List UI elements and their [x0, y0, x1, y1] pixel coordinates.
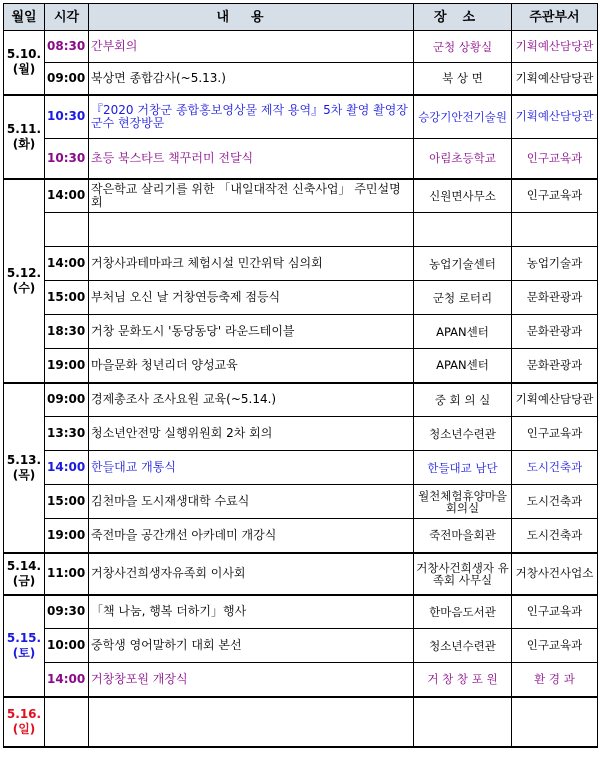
dept-cell: 문화관광과	[512, 315, 598, 349]
header-content: 내용	[89, 4, 414, 31]
schedule-row	[4, 553, 598, 595]
content-cell: 거창사건희생자유족회 이사회	[89, 553, 414, 595]
weekday-label: (토)	[12, 645, 36, 660]
dept-cell: 문화관광과	[512, 281, 598, 315]
dept-cell	[512, 697, 598, 747]
schedule-row	[4, 629, 598, 663]
content-cell: 『2020 거창군 종합홍보영상물 제작 용역』5차 촬영 촬영장 군수 현장방문	[89, 95, 414, 139]
schedule-row	[4, 519, 598, 553]
dept-cell: 기획예산담당관	[512, 383, 598, 417]
weekday-label: (일)	[12, 721, 36, 736]
place-cell: 거 창 창 포 원	[414, 663, 512, 697]
content-cell: 초등 북스타트 책꾸러미 전달식	[89, 139, 414, 179]
weekday-label: (월)	[12, 62, 36, 77]
place-cell: 군청 상황실	[414, 31, 512, 63]
place-cell: 한마음도서관	[414, 595, 512, 629]
date-cell	[4, 595, 45, 697]
schedule-document	[3, 3, 597, 776]
schedule-row	[4, 595, 598, 629]
place-cell: 북 상 면	[414, 63, 512, 95]
content-cell: 「책 나눔, 행복 더하기」행사	[89, 595, 414, 629]
dept-cell	[512, 213, 598, 247]
time-cell: 08:30	[45, 31, 89, 63]
content-cell	[89, 213, 414, 247]
content-cell: 죽전마을 공간개선 아카데미 개강식	[89, 519, 414, 553]
content-cell: 청소년안전망 실행위원회 2차 회의	[89, 417, 414, 451]
time-cell: 09:30	[45, 595, 89, 629]
time-cell: 14:00	[45, 247, 89, 281]
content-cell: 마을문화 청년리더 양성교육	[89, 349, 414, 383]
date-label: 5.15.	[6, 630, 42, 645]
dept-cell: 인구교육과	[512, 629, 598, 663]
date-label: 5.13.	[6, 452, 42, 467]
dept-cell: 기획예산담당관	[512, 31, 598, 63]
schedule-row	[4, 383, 598, 417]
schedule-row	[4, 417, 598, 451]
time-cell: 14:00	[45, 451, 89, 485]
time-cell: 13:30	[45, 417, 89, 451]
content-cell: 거창 문화도시 '동당동당' 라운드테이블	[89, 315, 414, 349]
place-cell: 청소년수련관	[414, 417, 512, 451]
schedule-row	[4, 63, 598, 95]
time-cell: 10:00	[45, 629, 89, 663]
time-cell: 10:30	[45, 139, 89, 179]
date-cell	[4, 179, 45, 383]
time-cell: 15:00	[45, 281, 89, 315]
dept-cell: 문화관광과	[512, 349, 598, 383]
time-cell: 09:00	[45, 383, 89, 417]
time-cell: 09:00	[45, 63, 89, 95]
time-cell: 10:30	[45, 95, 89, 139]
content-cell: 중학생 영어말하기 대회 본선	[89, 629, 414, 663]
place-cell: 월천체험휴양마을 회의실	[414, 485, 512, 519]
place-cell: 중 회 의 실	[414, 383, 512, 417]
time-cell: 15:00	[45, 485, 89, 519]
place-cell: 농업기술센터	[414, 247, 512, 281]
header-row	[4, 4, 598, 31]
schedule-row	[4, 139, 598, 179]
date-label: 5.10.	[6, 47, 42, 62]
dept-cell: 농업기술과	[512, 247, 598, 281]
time-cell	[45, 697, 89, 747]
schedule-row	[4, 95, 598, 139]
header-dept: 주관부서	[512, 4, 598, 31]
time-cell: 19:00	[45, 349, 89, 383]
place-cell: 거창사건희생자 유족회 사무실	[414, 553, 512, 595]
schedule-row	[4, 315, 598, 349]
schedule-row	[4, 485, 598, 519]
schedule-row	[4, 451, 598, 485]
place-cell: APAN센터	[414, 315, 512, 349]
dept-cell: 도시건축과	[512, 519, 598, 553]
schedule-row	[4, 663, 598, 697]
time-cell: 19:00	[45, 519, 89, 553]
date-cell	[4, 553, 45, 595]
place-cell	[414, 697, 512, 747]
time-cell: 11:00	[45, 553, 89, 595]
weekday-label: (화)	[12, 136, 36, 151]
dept-cell: 인구교육과	[512, 139, 598, 179]
place-cell: APAN센터	[414, 349, 512, 383]
place-cell: 한들대교 남단	[414, 451, 512, 485]
schedule-row	[4, 179, 598, 213]
place-cell: 죽전마을회관	[414, 519, 512, 553]
time-cell: 14:00	[45, 663, 89, 697]
schedule-row	[4, 349, 598, 383]
date-label: 5.11.	[6, 121, 42, 136]
schedule-row	[4, 697, 598, 747]
place-cell: 신원면사무소	[414, 179, 512, 213]
time-cell: 14:00	[45, 179, 89, 213]
date-cell	[4, 697, 45, 747]
dept-cell: 도시건축과	[512, 451, 598, 485]
place-cell: 청소년수련관	[414, 629, 512, 663]
header-place: 장소	[414, 4, 512, 31]
place-cell	[414, 213, 512, 247]
dept-cell: 기획예산담당관	[512, 63, 598, 95]
place-cell: 아림초등학교	[414, 139, 512, 179]
dept-cell: 기획예산담당관	[512, 95, 598, 139]
schedule-body	[4, 31, 598, 747]
place-cell: 승강기안전기술원	[414, 95, 512, 139]
header-time: 시각	[45, 4, 89, 31]
content-cell: 경제총조사 조사요원 교육(~5.14.)	[89, 383, 414, 417]
content-cell: 북상면 종합감사(~5.13.)	[89, 63, 414, 95]
content-cell: 작은학교 살리기를 위한 「내일대작전 신축사업」 주민설명회	[89, 179, 414, 213]
dept-cell: 환 경 과	[512, 663, 598, 697]
content-cell	[89, 697, 414, 747]
header-date: 월일	[4, 4, 45, 31]
date-label: 5.14.	[6, 558, 42, 573]
date-label: 5.16.	[6, 706, 42, 721]
time-cell	[45, 213, 89, 247]
schedule-row	[4, 281, 598, 315]
dept-cell: 인구교육과	[512, 417, 598, 451]
content-cell: 김천마을 도시재생대학 수료식	[89, 485, 414, 519]
content-cell: 거창사과테마파크 체험시설 민간위탁 심의회	[89, 247, 414, 281]
date-cell	[4, 95, 45, 179]
date-label: 5.12.	[6, 265, 42, 280]
schedule-row	[4, 31, 598, 63]
schedule-row	[4, 213, 598, 247]
dept-cell: 인구교육과	[512, 595, 598, 629]
content-cell: 간부회의	[89, 31, 414, 63]
dept-cell: 거창사건사업소	[512, 553, 598, 595]
dept-cell: 인구교육과	[512, 179, 598, 213]
content-cell: 부처님 오신 날 거창연등축제 점등식	[89, 281, 414, 315]
time-cell: 18:30	[45, 315, 89, 349]
date-cell	[4, 31, 45, 95]
place-cell: 군청 로터리	[414, 281, 512, 315]
content-cell: 한들대교 개통식	[89, 451, 414, 485]
content-cell: 거창창포원 개장식	[89, 663, 414, 697]
weekday-label: (목)	[12, 467, 36, 482]
schedule-table	[3, 3, 598, 748]
weekday-label: (금)	[12, 573, 36, 588]
schedule-row	[4, 247, 598, 281]
weekday-label: (수)	[12, 280, 36, 295]
date-cell	[4, 383, 45, 553]
dept-cell: 도시건축과	[512, 485, 598, 519]
